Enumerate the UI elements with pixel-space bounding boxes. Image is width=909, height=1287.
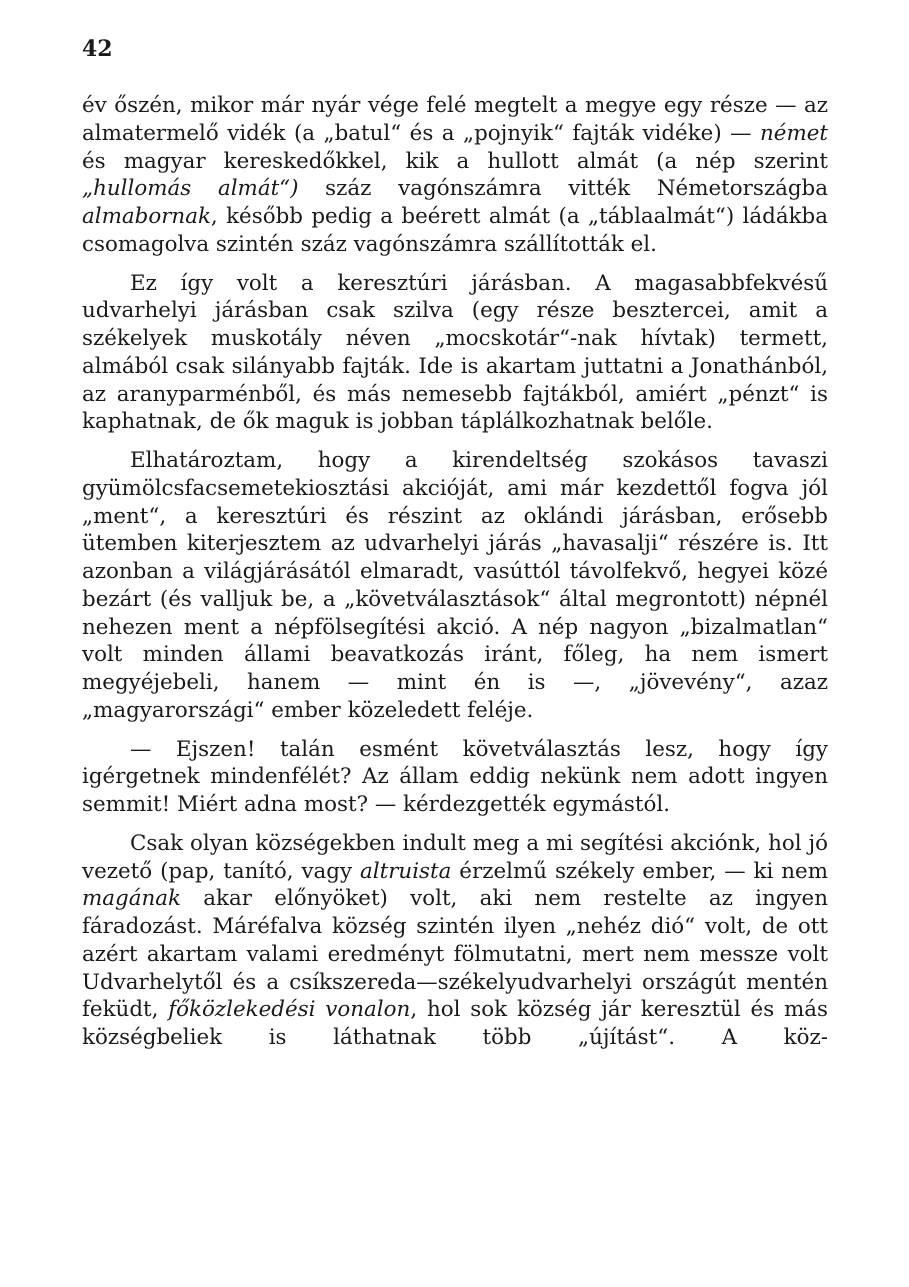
paragraph	[82, 270, 828, 437]
italic-text: magának	[82, 886, 181, 912]
italic-text: német	[760, 120, 828, 146]
text-run: és magyar kereskedőkkel, kik a hullott almát (a nép szerint	[82, 148, 828, 174]
text-run: év őszén, mikor már nyár vége felé megtelt a megye egy része — az almatermelő vidék (a „batul“ és a „pojnyik“ fajták vidéke) —	[82, 93, 828, 146]
text-run: Ez így volt a keresztúri járásban. A magasabbfekvésű udvarhelyi járásban csak szilva (egy része besztercei, amit a székelyek muskotály néven „mocskotár“-nak hívtak) termett, almából csak silányabb fajták. Ide is akartam juttatni a Jonathánból, az aranyparménből, és más nemesebb fajtákból, amiért „pénzt“ is kaphatnak, de ők maguk is jobban táplálkozhatnak belőle.	[82, 270, 828, 435]
body-text	[82, 92, 828, 1052]
text-run: , hol sok község jár keresztül és más községbeliek is láthatnak több „újítást“. A köz-	[82, 997, 829, 1050]
paragraph	[82, 736, 828, 819]
text-run: Elhatároztam, hogy a kirendeltség szokásos tavaszi gyümölcsfacsemetekiosztási akcióját, ami már kezdettől fogva jól „ment“, a keresztúri és részint az oklándi járásban, erősebb ütemben kiterjesztem az udvarhelyi járás „havasalji“ részére is. Itt azonban a világjárásától elmaradt, vasúttól távolfekvő, hegyei közé bezárt (és valljuk be, a „követválasztások“ által megrontott) népnél nehezen ment a népfölsegítési akció. A nép nagyon „bizalmatlan“ volt minden állami beavatkozás iránt, főleg, ha nem ismert megyéjebeli, hanem — mint én is —, „jövevény“, azaz „magyarországi“ ember közeledett feléje.	[82, 448, 828, 723]
paragraph	[82, 830, 828, 1052]
italic-text: főközlekedési vonalon	[168, 997, 411, 1023]
italic-text: „hullomás almát“)	[82, 176, 299, 202]
italic-text: almabornak	[82, 204, 211, 229]
text-run: száz vagónszámra vitték Németországba	[298, 176, 828, 202]
paragraph	[82, 92, 828, 259]
italic-text: altruista	[360, 858, 452, 884]
page-number: 42	[82, 36, 113, 62]
paragraph	[82, 447, 828, 725]
text-run: akar előnyöket) volt, aki nem restelte az ingyen fáradozást. Máréfalva község szintén ilyen „nehéz dió“ volt, de ott azért akartam valami eredményt fölmutatni, mert nem messze volt Udvarhelytől és a csíkszereda—székelyudvarhelyi országút mentén feküdt,	[82, 886, 828, 1023]
text-run: — Ejszen! talán esmént követválasztás lesz, hogy így igérgetnek mindenfélét? Az állam eddig nekünk nem adott ingyen semmit! Miért adna most? — kérdezgették egymástól.	[82, 736, 828, 817]
text-run: érzelmű székely ember, — ki nem	[451, 858, 828, 884]
text-run: , később pedig a beérett almát (a „táblaalmát“) ládákba csomagolva szintén száz vagónszámra szállították el.	[82, 204, 828, 257]
text-run: Csak olyan községekben indult meg a mi segítési akciónk, hol jó vezető (pap, tanító, vagy	[82, 830, 828, 884]
